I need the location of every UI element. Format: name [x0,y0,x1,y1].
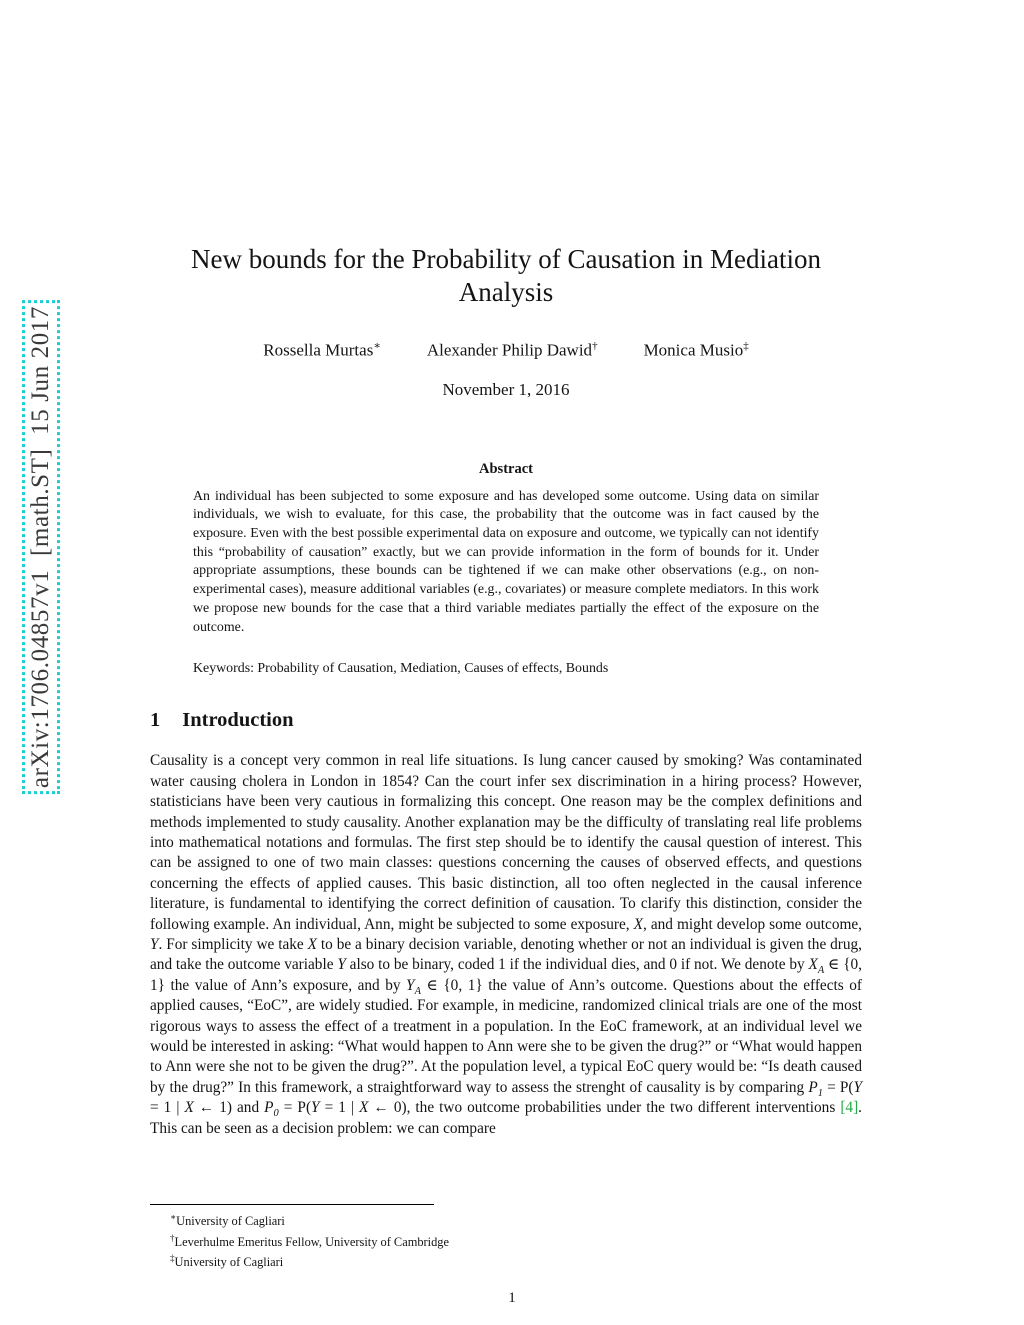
intro-paragraph: Causality is a concept very common in real life situations. Is lung cancer caused by smoking? Was contaminated water causing cholera in London in 1854? Can the court infer sex discrimination in a hiring process? However, statisticians have been very cautious in formalizing this concept. One reason may be the complex definitions and methods implemented to study causality. Another explanation may be the difficulty of translating real life problems into mathematical notations and formulas. The first step should be to identify the causal question of interest. This can be assigned to one of two main classes: questions concerning the causes of observed effects, and questions concerning the effects of applied causes. This basic distinction, all too often neglected in the causal inference literature, is fundamental to identifying the correct definition of causation. To clarify this distinction, consider the following example. An individual, Ann, might be subjected to some exposure, X, and might develop some outcome, Y. For simplicity we take X to be a binary decision variable, denoting whether or not an individual is given the drug, and take the outcome variable Y also to be binary, coded 1 if the individual dies, and 0 if not. We denote by $X_A$ ∈ {0, 1} the value of Ann’s exposure, and by $Y_A$ ∈ {0, 1} the value of Ann’s outcome. Questions about the effects of applied causes, “EoC”, are widely studied. For example, in medicine, randomized clinical trials are one of the most rigorous ways to assess the effect of a treatment in a population. In the EoC framework, at an individual level we would be interested in asking: “What would happen to Ann were she to be given the drug?” or “What would happen to Ann were she not to be given the drug?”. At the population level, a typical EoC query would be: “Is death caused by the drug?” In this framework, a straightforward way to assess the strenght of causality is by comparing $P_1 = P(Y = 1$ | X ← 1) and $P_0 = P(Y = 1$ | X ← 0), the two outcome probabilities under the two different interventions [4]. This can be seen as a decision problem: we can compare [150,752,863,1137]
author-3-mark: ‡ [743,340,749,352]
author-2 [427,336,598,361]
footnote-2 [170,1230,862,1251]
footnote-1-mark: ∗ [170,1212,177,1222]
keywords-line: Keywords: Probability of Causation, Mediation, Causes of effects, Bounds [193,661,609,677]
author-3 [644,336,749,361]
footnote-3-text: University of Cagliari [174,1255,284,1270]
section-number: 1 [150,709,161,732]
author-3-name: Monica Musio [643,340,744,360]
paper-title: New bounds for the Probability of Causation in Mediation Analysis [191,244,821,307]
author-1 [263,336,381,361]
abstract-heading: Abstract [479,460,533,477]
author-1-name: Rossella Murtas [263,340,374,360]
footnote-3-mark: ‡ [170,1253,175,1264]
footnote-rule [150,1204,434,1205]
footnote-3 [170,1250,862,1271]
author-list [150,336,862,361]
paper-date: November 1, 2016 [442,379,570,399]
author-1-mark: ∗ [373,340,381,352]
section-heading-introduction [150,708,862,732]
author-2-name: Alexander Philip Dawid [426,340,593,360]
footnote-block [150,1204,862,1271]
page-number: 1 [508,1290,516,1306]
footnote-list [150,1209,862,1271]
footnote-2-text: Leverhulme Emeritus Fellow, University of Cambridge [174,1234,449,1249]
paper-content [150,0,862,1139]
author-2-mark: † [592,340,598,352]
citation-link[interactable]: [4] [840,1099,859,1117]
abstract-text: An individual has been subjected to some exposure and has developed some outcome. Using data on similar individuals, we wish to evaluate, for this case, the probability that the outcome was in fact caused by the exposure. Even with the best possible experimental data on exposure and outcome, we typically can not identify this “probability of causation” exactly, but we can provide information in the form of bounds for it. Under appropriate assumptions, these bounds can be tightened if we can make other observations (e.g., on non-experimental cases), measure additional variables (e.g., covariates) or measure complete mediators. In this work we propose new bounds for the case that a third variable mediates partially the effect of the exposure on the outcome. [193,488,819,635]
footnote-1-text: University of Cagliari [176,1214,285,1229]
footnote-2-mark: † [170,1232,175,1243]
arxiv-stamp-link[interactable]: arXiv:1706.04857v1 [math.ST] 15 Jun 2017 [22,300,60,794]
footnote-1 [170,1209,862,1230]
section-title: Introduction [182,709,294,732]
